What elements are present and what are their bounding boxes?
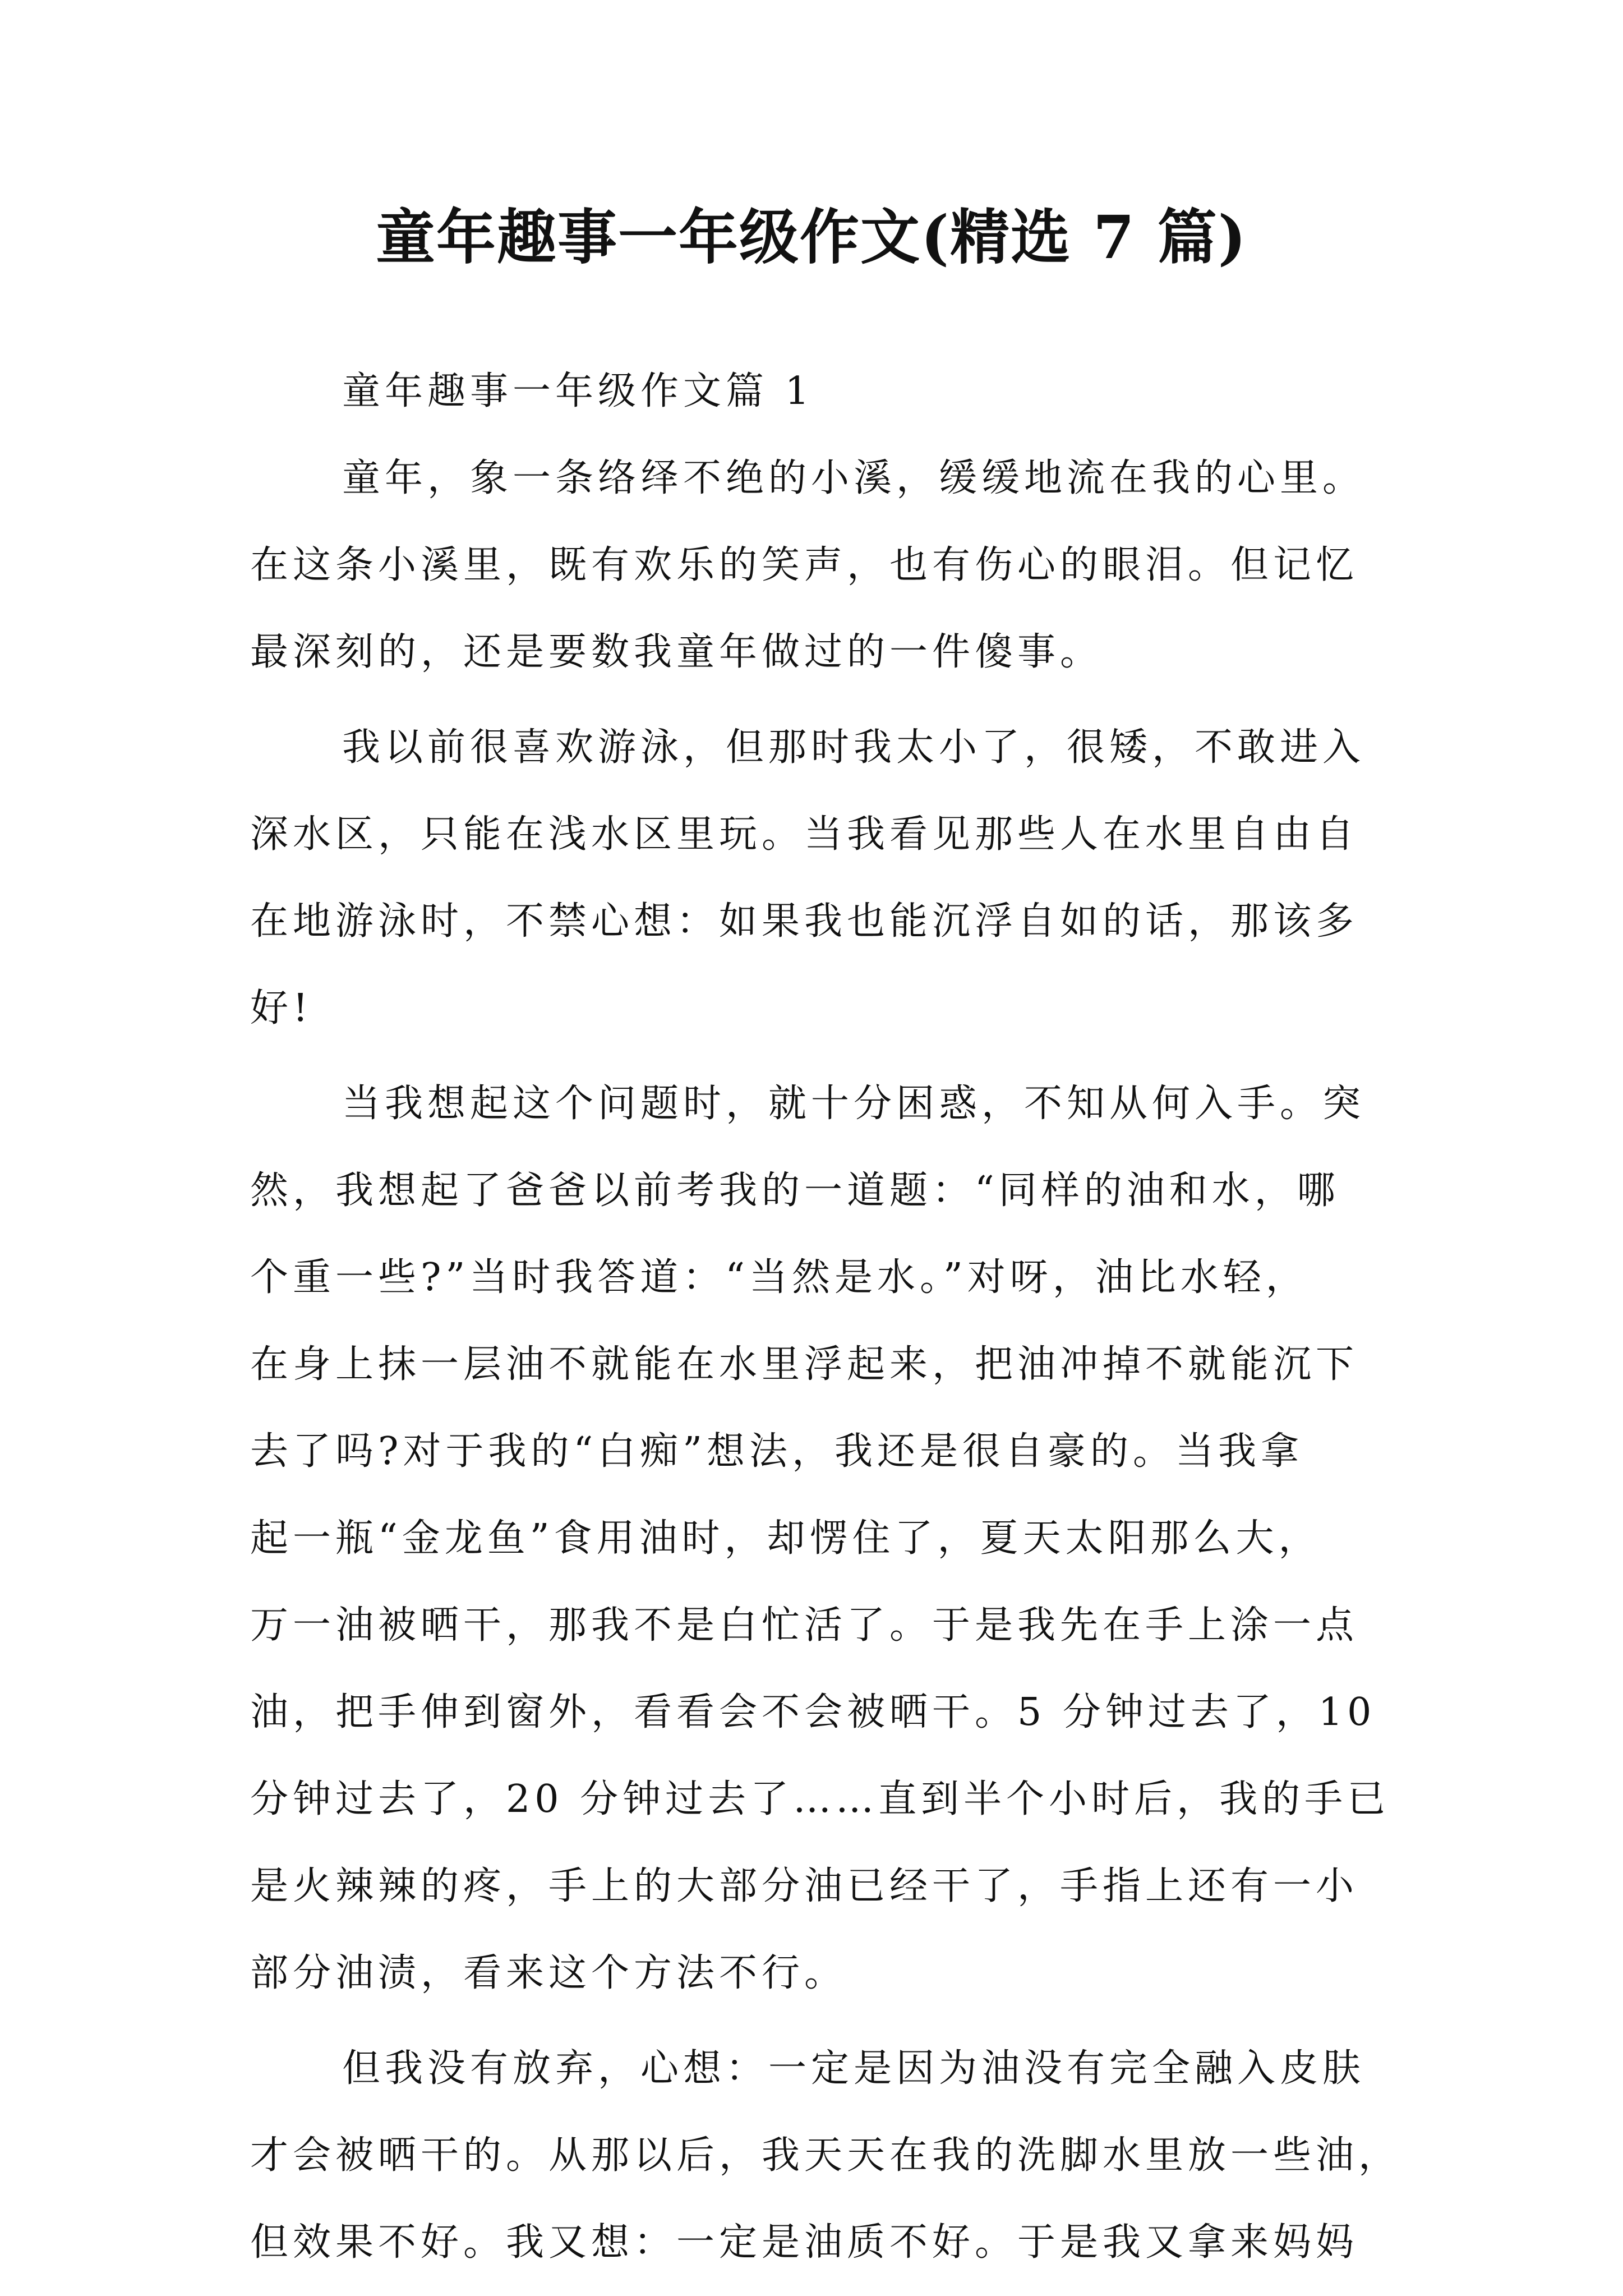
paragraph-line: 部分油渍，看来这个方法不行。 bbox=[250, 1951, 847, 1995]
document-body bbox=[250, 348, 1405, 2286]
paragraph-line: 但我没有放弃，心想：一定是因为油没有完全融入皮肤 bbox=[342, 2046, 1366, 2091]
paragraph-line: 深水区，只能在浅水区里玩。当我看见那些人在水里自由自 bbox=[250, 812, 1359, 857]
paragraph-line: 好! bbox=[250, 986, 313, 1030]
paragraph-line: 我以前很喜欢游泳，但那时我太小了，很矮，不敢进入 bbox=[342, 725, 1366, 770]
paragraph-line: 油，把手伸到窗外，看看会不会被晒干。5 分钟过去了，10 bbox=[250, 1690, 1376, 1734]
paragraph-line: 去了吗?对于我的“白痴”想法，我还是很自豪的。当我拿 bbox=[250, 1429, 1303, 1474]
paragraph-line: 最深刻的，还是要数我童年做过的一件傻事。 bbox=[250, 630, 1103, 674]
paragraph-line: 万一油被晒干，那我不是白忙活了。于是我先在手上涂一点 bbox=[250, 1603, 1359, 1648]
paragraph-line: 个重一些?”当时我答道：“当然是水。”对呀，油比水轻， bbox=[250, 1255, 1308, 1300]
paragraph-line: 分钟过去了，20 分钟过去了……直到半个小时后，我的手已 bbox=[250, 1777, 1390, 1821]
paragraph-line: 是火辣辣的疼，手上的大部分油已经干了，手指上还有一小 bbox=[250, 1864, 1359, 1908]
paragraph-4 bbox=[250, 2025, 1405, 2286]
section-heading: 童年趣事一年级作文篇 1 bbox=[342, 369, 814, 413]
paragraph-line: 在身上抹一层油不就能在水里浮起来，把油冲掉不就能沉下 bbox=[250, 1342, 1359, 1387]
paragraph-line: 才会被晒干的。从那以后，我天天在我的洗脚水里放一些油， bbox=[250, 2133, 1401, 2178]
paragraph-line: 但效果不好。我又想：一定是油质不好。于是我又拿来妈妈 bbox=[250, 2220, 1359, 2265]
paragraph-2 bbox=[250, 704, 1405, 1052]
document-title: 童年趣事一年级作文(精选 7 篇) bbox=[376, 202, 1247, 272]
paragraph-line: 起一瓶“金龙鱼”食用油时，却愣住了，夏天太阳那么大， bbox=[250, 1516, 1321, 1561]
paragraph-line: 童年，象一条络绎不绝的小溪，缓缓地流在我的心里。 bbox=[342, 456, 1366, 500]
paragraph-line: 然，我想起了爸爸以前考我的一道题：“同样的油和水，哪 bbox=[250, 1168, 1340, 1213]
paragraph-line: 当我想起这个问题时，就十分困惑，不知从何入手。突 bbox=[342, 1082, 1366, 1126]
paragraph-3 bbox=[250, 1060, 1405, 2017]
paragraph-1 bbox=[250, 435, 1405, 696]
paragraph-line: 在这条小溪里，既有欢乐的笑声，也有伤心的眼泪。但记忆 bbox=[250, 543, 1359, 587]
paragraph-line: 在地游泳时，不禁心想：如果我也能沉浮自如的话，那该多 bbox=[250, 899, 1359, 944]
